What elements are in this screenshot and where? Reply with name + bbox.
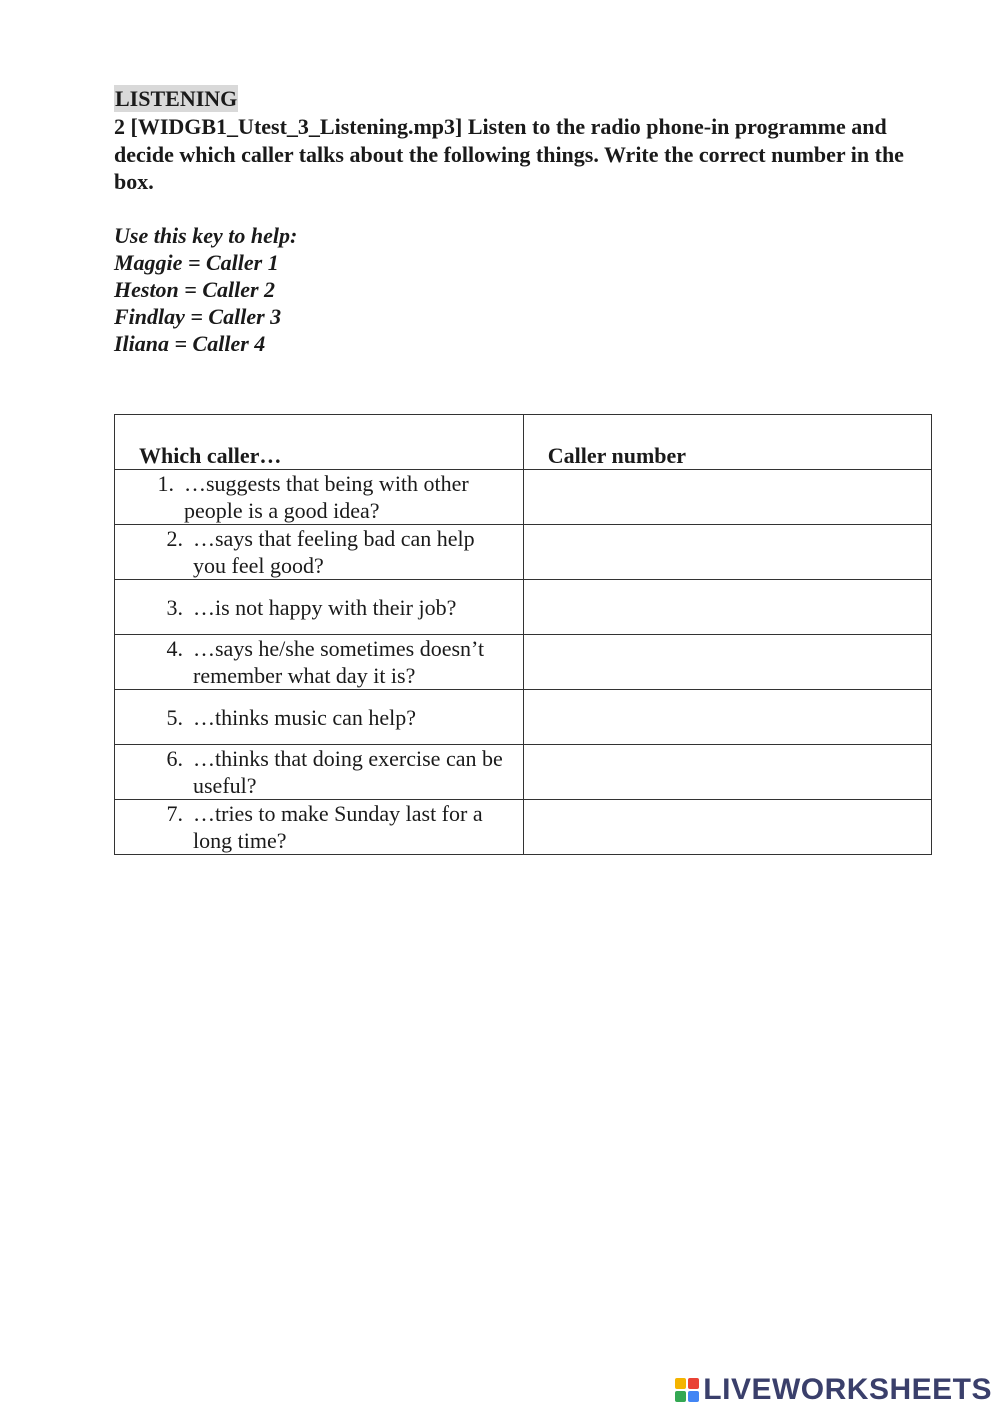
answer-box[interactable] bbox=[523, 635, 931, 690]
key-item: Iliana = Caller 4 bbox=[114, 331, 266, 356]
logo-square bbox=[675, 1391, 686, 1402]
table-row bbox=[115, 580, 932, 635]
question-text: …says he/she sometimes doesn’t remember what day it is? bbox=[193, 636, 485, 688]
section-title: LISTENING bbox=[115, 86, 238, 111]
key-item: Maggie = Caller 1 bbox=[114, 250, 279, 275]
answer-box[interactable] bbox=[523, 525, 931, 580]
question-number: 1. bbox=[157, 471, 174, 496]
question-text: …thinks that doing exercise can be useful? bbox=[193, 746, 503, 798]
question-number: 3. bbox=[166, 594, 183, 620]
question-text: …is not happy with their job? bbox=[193, 594, 457, 620]
answer-box[interactable] bbox=[523, 470, 931, 525]
question-number: 7. bbox=[166, 801, 183, 826]
answer-box[interactable] bbox=[523, 800, 931, 855]
answer-box[interactable] bbox=[523, 690, 931, 745]
logo-square bbox=[688, 1378, 699, 1389]
table-row bbox=[115, 525, 932, 580]
table-row bbox=[115, 470, 932, 525]
question-number: 4. bbox=[166, 636, 183, 661]
table-row bbox=[115, 745, 932, 800]
question-number: 5. bbox=[166, 704, 183, 730]
question-cell bbox=[115, 470, 524, 525]
question-text: …suggests that being with other people is a good idea? bbox=[184, 471, 469, 523]
answer-box[interactable] bbox=[523, 580, 931, 635]
question-text: …thinks music can help? bbox=[193, 704, 417, 730]
question-number: 2. bbox=[166, 526, 183, 551]
liveworksheets-logo bbox=[675, 1373, 992, 1407]
key-item: Heston = Caller 2 bbox=[114, 277, 276, 302]
question-cell bbox=[115, 745, 524, 800]
key-heading: Use this key to help: bbox=[114, 223, 298, 248]
key-item: Findlay = Caller 3 bbox=[114, 304, 282, 329]
header-which-caller: Which caller… bbox=[115, 415, 524, 470]
question-cell bbox=[115, 800, 524, 855]
table-row bbox=[115, 690, 932, 745]
logo-square bbox=[688, 1391, 699, 1402]
table-header-row bbox=[115, 415, 932, 470]
table-row bbox=[115, 635, 932, 690]
question-number: 6. bbox=[166, 746, 183, 771]
question-cell bbox=[115, 690, 524, 745]
instructions: 2 [WIDGB1_Utest_3_Listening.mp3] Listen to the radio phone-in programme and decide which caller talks about the following things. Write the correct number in the box. bbox=[114, 114, 904, 194]
caller-key bbox=[114, 222, 297, 357]
answer-box[interactable] bbox=[523, 745, 931, 800]
liveworksheets-logo-text: LIVEWORKSHEETS bbox=[703, 1373, 992, 1406]
question-cell bbox=[115, 580, 524, 635]
question-text: …says that feeling bad can help you feel good? bbox=[193, 526, 475, 578]
question-cell bbox=[115, 525, 524, 580]
question-text: …tries to make Sunday last for a long time? bbox=[193, 801, 483, 853]
logo-square bbox=[675, 1378, 686, 1389]
answer-table bbox=[114, 414, 932, 855]
liveworksheets-logo-icon bbox=[675, 1378, 699, 1402]
header-caller-number: Caller number bbox=[523, 415, 931, 470]
table-row bbox=[115, 800, 932, 855]
question-cell bbox=[115, 635, 524, 690]
